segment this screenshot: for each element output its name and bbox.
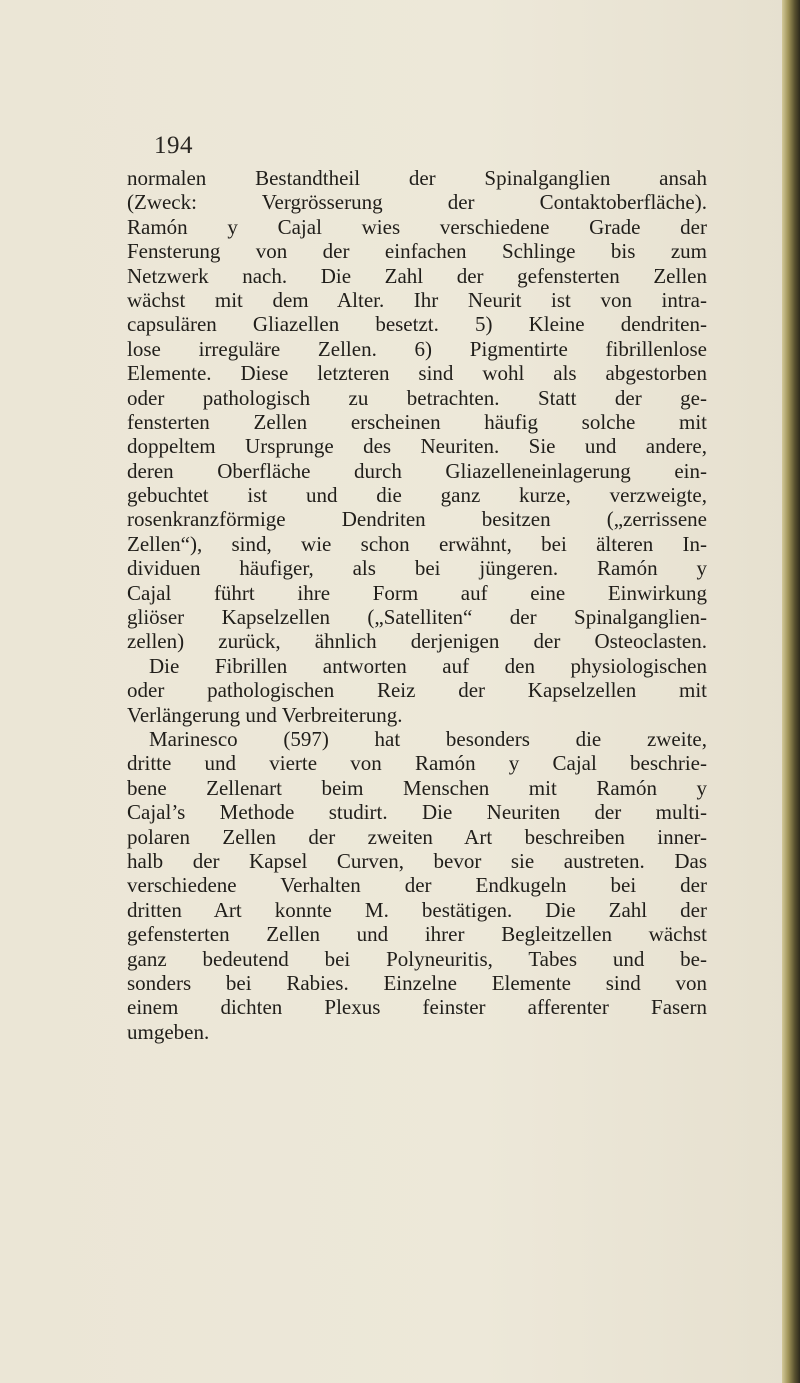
text-line: Ramón y Cajal wies verschiedene Grade der bbox=[127, 214, 707, 239]
text-line: Netzwerk nach. Die Zahl der gefensterten Zellen bbox=[127, 263, 707, 288]
text-line: bene Zellenart beim Menschen mit Ramón y bbox=[127, 775, 707, 800]
text-line: normalen Bestandtheil der Spinalganglien ansah bbox=[127, 166, 707, 190]
text-line: doppeltem Ursprunge des Neuriten. Sie und andere, bbox=[127, 434, 707, 459]
text-line: oder pathologisch zu betrachten. Statt der ge- bbox=[127, 385, 707, 410]
text-line: capsulären Gliazellen besetzt. 5) Kleine dendriten- bbox=[127, 312, 707, 337]
text-line: gliöser Kapselzellen („Satelliten“ der Spinalganglien- bbox=[127, 605, 707, 630]
text-line: Marinesco (597) hat besonders die zweite, bbox=[149, 726, 707, 751]
text-line: fensterten Zellen erscheinen häufig solche mit bbox=[127, 409, 707, 434]
text-line: ganz bedeutend bei Polyneuritis, Tabes und be- bbox=[127, 946, 707, 971]
page-edge-shadow bbox=[782, 0, 800, 1383]
text-line: Zellen“), sind, wie schon erwähnt, bei älteren In- bbox=[127, 531, 707, 556]
text-line: gebuchtet ist und die ganz kurze, verzweigte, bbox=[127, 483, 707, 508]
text-line: Cajal’s Methode studirt. Die Neuriten der multi- bbox=[127, 800, 707, 825]
text-line: deren Oberfläche durch Gliazelleneinlagerung ein- bbox=[127, 458, 707, 483]
text-line: Cajal führt ihre Form auf eine Einwirkung bbox=[127, 580, 707, 605]
text-line: (Zweck: Vergrösserung der Contaktoberfläche). bbox=[127, 190, 707, 215]
text-line: halb der Kapsel Curven, bevor sie austreten. Das bbox=[127, 848, 707, 873]
text-line: dritten Art konnte M. bestätigen. Die Zahl der bbox=[127, 897, 707, 922]
text-line: dritte und vierte von Ramón y Cajal beschrie- bbox=[127, 751, 707, 776]
text-line: lose irreguläre Zellen. 6) Pigmentirte fibrillenlose bbox=[127, 336, 707, 361]
text-line: gefensterten Zellen und ihrer Begleitzellen wächst bbox=[127, 922, 707, 947]
text-line: polaren Zellen der zweiten Art beschreiben inner- bbox=[127, 824, 707, 849]
text-line: verschiedene Verhalten der Endkugeln bei der bbox=[127, 873, 707, 898]
text-line: wächst mit dem Alter. Ihr Neurit ist von intra- bbox=[127, 287, 707, 312]
text-line: dividuen häufiger, als bei jüngeren. Ramón y bbox=[127, 556, 707, 581]
text-line: zellen) zurück, ähnlich derjenigen der Osteoclasten. bbox=[127, 629, 707, 654]
text-line: Verlängerung und Verbreiterung. bbox=[127, 702, 403, 727]
text-line: einem dichten Plexus feinster afferenter Fasern bbox=[127, 995, 707, 1020]
text-line: Elemente. Diese letzteren sind wohl als abgestorben bbox=[127, 361, 707, 386]
text-line: Fensterung von der einfachen Schlinge bis zum bbox=[127, 239, 707, 264]
text-line: oder pathologischen Reiz der Kapselzellen mit bbox=[127, 678, 707, 703]
text-line: umgeben. bbox=[127, 1019, 210, 1044]
text-line: Die Fibrillen antworten auf den physiologischen bbox=[149, 653, 707, 678]
body-text bbox=[127, 166, 707, 1044]
text-line: rosenkranzförmige Dendriten besitzen („zerrissene bbox=[127, 507, 707, 532]
page-number: 194 bbox=[154, 132, 193, 159]
text-line: sonders bei Rabies. Einzelne Elemente sind von bbox=[127, 970, 707, 995]
